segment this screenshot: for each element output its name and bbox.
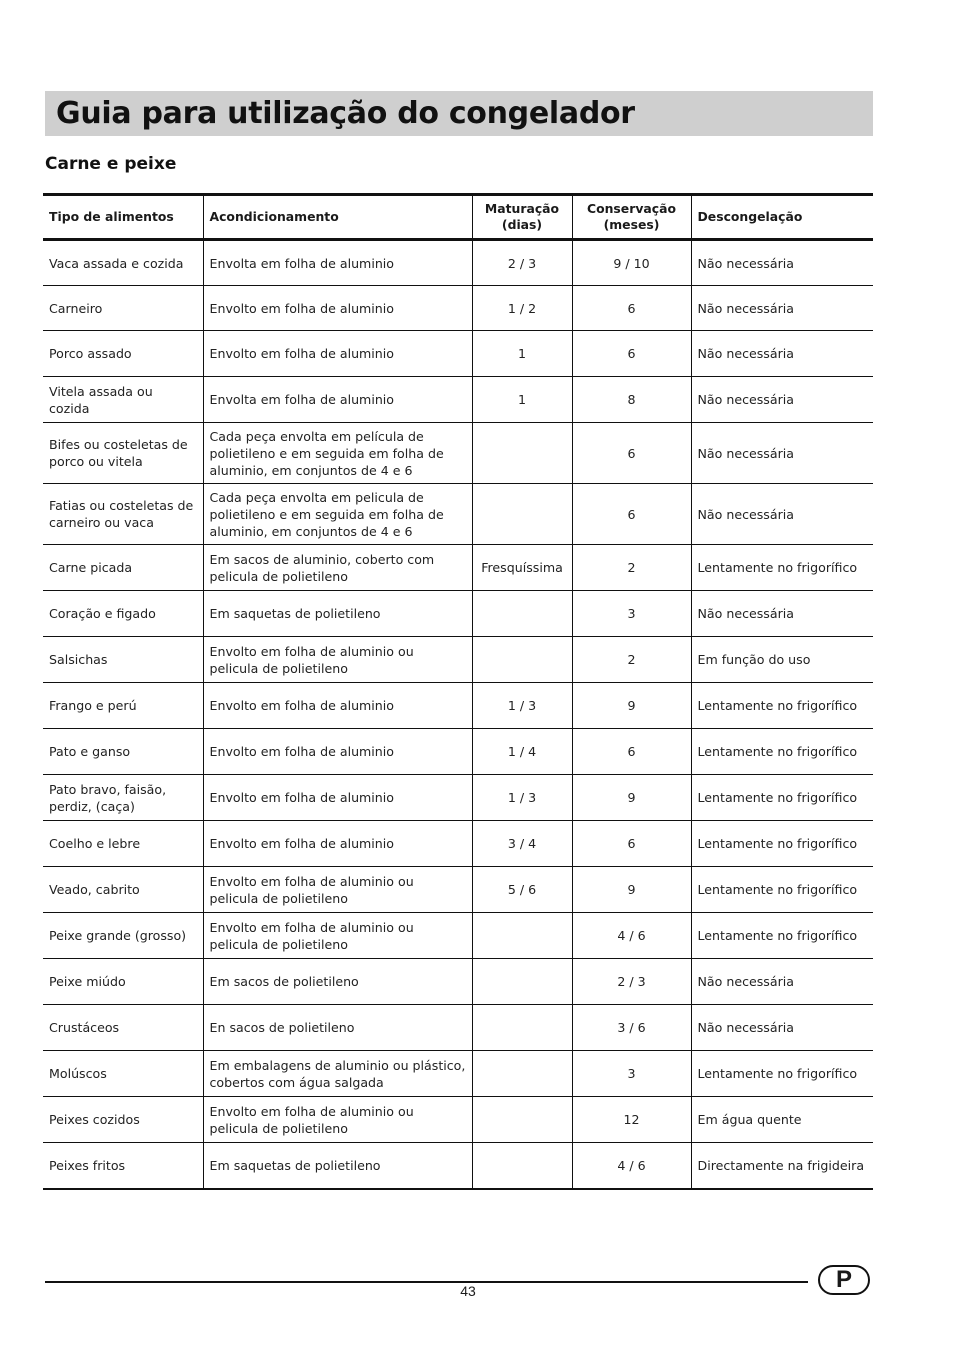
table-row xyxy=(43,637,873,683)
cell-packaging: En sacos de polietileno xyxy=(203,1005,472,1051)
freezer-guide-table xyxy=(43,193,873,1190)
cell-food-type: Peixe grande (grosso) xyxy=(43,913,203,959)
cell-conservation: 2 / 3 xyxy=(572,959,691,1005)
cell-conservation: 2 xyxy=(572,637,691,683)
cell-conservation: 6 xyxy=(572,331,691,377)
cell-packaging: Envolta em folha de aluminio xyxy=(203,377,472,423)
cell-maturation: 3 / 4 xyxy=(472,821,572,867)
cell-packaging: Envolto em folha de aluminio ou pelicula de polietileno xyxy=(203,1097,472,1143)
page-title: Guia para utilização do congelador xyxy=(56,96,635,131)
cell-packaging: Em sacos de polietileno xyxy=(203,959,472,1005)
table-row xyxy=(43,377,873,423)
cell-maturation: 5 / 6 xyxy=(472,867,572,913)
cell-maturation xyxy=(472,913,572,959)
cell-conservation: 6 xyxy=(572,484,691,545)
cell-conservation: 6 xyxy=(572,729,691,775)
cell-maturation: 2 / 3 xyxy=(472,240,572,286)
cell-food-type: Pato e ganso xyxy=(43,729,203,775)
cell-maturation: 1 xyxy=(472,331,572,377)
cell-maturation xyxy=(472,1051,572,1097)
table-row xyxy=(43,959,873,1005)
cell-food-type: Peixe miúdo xyxy=(43,959,203,1005)
cell-food-type: Pato bravo, faisão, perdiz, (caça) xyxy=(43,775,203,821)
cell-thawing: Lentamente no frigorífico xyxy=(691,1051,873,1097)
cell-packaging: Envolta em folha de aluminio xyxy=(203,240,472,286)
cell-maturation: Fresquíssima xyxy=(472,545,572,591)
cell-conservation: 8 xyxy=(572,377,691,423)
cell-food-type: Frango e perú xyxy=(43,683,203,729)
column-header-conservation: Conservação (meses) xyxy=(572,195,691,240)
cell-thawing: Lentamente no frigorífico xyxy=(691,821,873,867)
cell-food-type: Salsichas xyxy=(43,637,203,683)
cell-packaging: Em embalagens de aluminio ou plástico, cobertos com água salgada xyxy=(203,1051,472,1097)
cell-conservation: 6 xyxy=(572,821,691,867)
cell-maturation: 1 xyxy=(472,377,572,423)
table-row xyxy=(43,1005,873,1051)
cell-food-type: Vaca assada e cozida xyxy=(43,240,203,286)
table-row xyxy=(43,729,873,775)
table-row xyxy=(43,1097,873,1143)
cell-packaging: Envolto em folha de aluminio xyxy=(203,683,472,729)
cell-conservation: 6 xyxy=(572,286,691,331)
cell-packaging: Envolto em folha de aluminio xyxy=(203,821,472,867)
cell-food-type: Crustáceos xyxy=(43,1005,203,1051)
cell-food-type: Coelho e lebre xyxy=(43,821,203,867)
cell-thawing: Não necessária xyxy=(691,959,873,1005)
cell-packaging: Envolto em folha de aluminio xyxy=(203,331,472,377)
table-row xyxy=(43,545,873,591)
cell-maturation xyxy=(472,1097,572,1143)
cell-food-type: Molúscos xyxy=(43,1051,203,1097)
table-row xyxy=(43,913,873,959)
cell-conservation: 9 xyxy=(572,775,691,821)
table-row xyxy=(43,1143,873,1189)
cell-packaging: Envolto em folha de aluminio ou pelicula de polietileno xyxy=(203,637,472,683)
cell-food-type: Peixes cozidos xyxy=(43,1097,203,1143)
column-header-maturation: Maturação (dias) xyxy=(472,195,572,240)
table-row xyxy=(43,331,873,377)
cell-thawing: Lentamente no frigorífico xyxy=(691,775,873,821)
table-row xyxy=(43,286,873,331)
cell-thawing: Não necessária xyxy=(691,331,873,377)
cell-thawing: Em função do uso xyxy=(691,637,873,683)
cell-conservation: 9 xyxy=(572,867,691,913)
cell-food-type: Fatias ou costeletas de carneiro ou vaca xyxy=(43,484,203,545)
cell-food-type: Carne picada xyxy=(43,545,203,591)
language-badge: P xyxy=(818,1265,870,1295)
cell-food-type: Porco assado xyxy=(43,331,203,377)
cell-conservation: 3 / 6 xyxy=(572,1005,691,1051)
column-header-thawing: Descongelação xyxy=(691,195,873,240)
cell-maturation: 1 / 3 xyxy=(472,775,572,821)
cell-food-type: Carneiro xyxy=(43,286,203,331)
cell-conservation: 12 xyxy=(572,1097,691,1143)
cell-conservation: 2 xyxy=(572,545,691,591)
cell-packaging: Envolto em folha de aluminio ou pelicula de polietileno xyxy=(203,867,472,913)
table-row xyxy=(43,867,873,913)
cell-conservation: 9 / 10 xyxy=(572,240,691,286)
cell-maturation: 1 / 4 xyxy=(472,729,572,775)
table-row xyxy=(43,683,873,729)
cell-conservation: 3 xyxy=(572,1051,691,1097)
cell-thawing: Lentamente no frigorífico xyxy=(691,729,873,775)
cell-maturation xyxy=(472,484,572,545)
cell-packaging: Cada peça envolta em película de polietileno e em seguida em folha de aluminio, em conjuntos de 4 e 6 xyxy=(203,423,472,484)
cell-food-type: Veado, cabrito xyxy=(43,867,203,913)
section-title: Carne e peixe xyxy=(45,154,177,174)
cell-maturation xyxy=(472,637,572,683)
cell-thawing: Lentamente no frigorífico xyxy=(691,545,873,591)
cell-thawing: Lentamente no frigorífico xyxy=(691,867,873,913)
cell-maturation: 1 / 3 xyxy=(472,683,572,729)
table-row xyxy=(43,821,873,867)
cell-thawing: Não necessária xyxy=(691,286,873,331)
cell-thawing: Em água quente xyxy=(691,1097,873,1143)
cell-thawing: Não necessária xyxy=(691,1005,873,1051)
footer-divider xyxy=(45,1281,808,1283)
table-row xyxy=(43,591,873,637)
cell-food-type: Bifes ou costeletas de porco ou vitela xyxy=(43,423,203,484)
cell-conservation: 9 xyxy=(572,683,691,729)
cell-packaging: Em saquetas de polietileno xyxy=(203,591,472,637)
cell-maturation xyxy=(472,591,572,637)
cell-thawing: Não necessária xyxy=(691,423,873,484)
cell-maturation xyxy=(472,1143,572,1189)
cell-maturation xyxy=(472,959,572,1005)
cell-packaging: Cada peça envolta em pelicula de polietileno e em seguida em folha de aluminio, em conjuntos de 4 e 6 xyxy=(203,484,472,545)
cell-maturation xyxy=(472,1005,572,1051)
cell-thawing: Directamente na frigideira xyxy=(691,1143,873,1189)
column-header-packaging: Acondicionamento xyxy=(203,195,472,240)
title-bar xyxy=(45,91,873,136)
cell-conservation: 4 / 6 xyxy=(572,1143,691,1189)
cell-thawing: Não necessária xyxy=(691,377,873,423)
cell-food-type: Peixes fritos xyxy=(43,1143,203,1189)
table-body xyxy=(43,240,873,1189)
table-row xyxy=(43,423,873,484)
cell-conservation: 4 / 6 xyxy=(572,913,691,959)
cell-conservation: 3 xyxy=(572,591,691,637)
cell-maturation xyxy=(472,423,572,484)
table-row xyxy=(43,240,873,286)
cell-thawing: Não necessária xyxy=(691,591,873,637)
cell-thawing: Não necessária xyxy=(691,484,873,545)
cell-food-type: Vitela assada ou cozida xyxy=(43,377,203,423)
table-row xyxy=(43,1051,873,1097)
cell-packaging: Envolto em folha de aluminio ou pelicula de polietileno xyxy=(203,913,472,959)
cell-maturation: 1 / 2 xyxy=(472,286,572,331)
table-row xyxy=(43,484,873,545)
table-row xyxy=(43,775,873,821)
cell-packaging: Envolto em folha de aluminio xyxy=(203,775,472,821)
table-header-row xyxy=(43,195,873,240)
cell-packaging: Em saquetas de polietileno xyxy=(203,1143,472,1189)
cell-conservation: 6 xyxy=(572,423,691,484)
cell-packaging: Envolto em folha de aluminio xyxy=(203,286,472,331)
cell-food-type: Coração e figado xyxy=(43,591,203,637)
cell-packaging: Envolto em folha de aluminio xyxy=(203,729,472,775)
cell-thawing: Lentamente no frigorífico xyxy=(691,913,873,959)
cell-thawing: Não necessária xyxy=(691,240,873,286)
page-number: 43 xyxy=(460,1283,476,1299)
cell-packaging: Em sacos de aluminio, coberto com pelicula de polietileno xyxy=(203,545,472,591)
column-header-food-type: Tipo de alimentos xyxy=(43,195,203,240)
cell-thawing: Lentamente no frigorífico xyxy=(691,683,873,729)
